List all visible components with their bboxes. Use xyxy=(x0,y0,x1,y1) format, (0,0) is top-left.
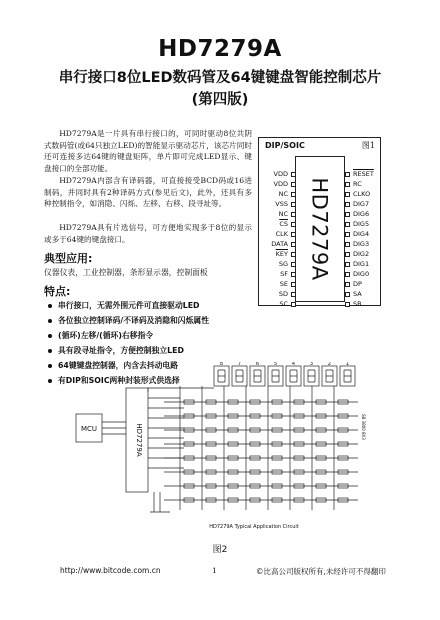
pin-pad xyxy=(345,232,350,237)
document-subtitle: 串行接口8位LED数码管及64键键盘智能控制芯片 xyxy=(58,70,382,86)
pin-label-right: DIG6 xyxy=(353,210,370,218)
figure-1-label: 图1 xyxy=(361,141,375,150)
pin-label-left: DATA xyxy=(271,240,288,248)
application-circuit xyxy=(74,362,370,534)
pin-pad xyxy=(345,212,350,217)
bus-wire xyxy=(102,422,126,434)
digit-label: 8 xyxy=(219,362,224,367)
pin-label-right: CLKO xyxy=(353,190,371,198)
page-number: 1 xyxy=(212,566,217,575)
intro-paragraph-2: HD7279A内部含有译码器，可直接接受BCD码或16进制码，并同时具有2种译码方式(参见后文)，此外，还具有多种控制指令，如消隐、闪烁、左移、右移、段寻址等。 xyxy=(44,176,252,209)
pin-label-right: RESET xyxy=(353,170,374,178)
pin-label-right: DIG3 xyxy=(353,240,370,248)
pin-pad xyxy=(345,222,350,227)
pin-pad xyxy=(291,272,296,277)
pin-label-right: DP xyxy=(353,280,362,288)
pin-pad xyxy=(345,192,350,197)
pin-label-left: VSS xyxy=(275,200,288,208)
footer-copyright: ©比高公司版权所有,未经许可不得翻印 xyxy=(256,567,386,576)
feature-text: 各位独立控制译码/不译码及消隐和闪烁属性 xyxy=(58,316,209,325)
feature-item xyxy=(48,313,209,328)
pin-pad xyxy=(345,202,350,207)
digit-bus-wire xyxy=(148,388,214,392)
feature-text: 64键键盘控制器，内含去抖动电路 xyxy=(58,361,179,370)
pin-label-left: NC xyxy=(278,210,288,218)
pin-pad xyxy=(345,242,350,247)
pin-label-right: DIG4 xyxy=(353,230,370,238)
pin-label-left: SF xyxy=(280,270,288,278)
seven-segment-icon xyxy=(326,370,333,382)
feature-text: 具有段寻址指令，方便控制独立LED xyxy=(58,346,184,355)
pin-label-right: DIG5 xyxy=(353,220,370,228)
display-digits xyxy=(214,366,355,386)
pin-label-left: SE xyxy=(279,280,288,288)
pin-pad xyxy=(291,192,296,197)
pin-pad xyxy=(345,252,350,257)
pin-pad xyxy=(291,292,296,297)
circuit-chip-label: HD7279A xyxy=(135,423,143,457)
pin-label-right: DIG7 xyxy=(353,200,370,208)
pin-pad xyxy=(291,222,296,227)
pin-label-left: SD xyxy=(278,290,288,298)
pin-label-left: $\overline{KEY}$ xyxy=(275,250,288,258)
pin-label-left: VDD xyxy=(273,170,288,178)
bullet-icon xyxy=(48,379,52,383)
digit-label: 2 xyxy=(327,362,332,367)
pinout-figure xyxy=(258,137,381,306)
seven-segment-icon xyxy=(290,370,297,382)
pin-label-left: CLK xyxy=(275,230,288,238)
pin-pad xyxy=(345,302,350,307)
feature-item xyxy=(48,298,209,313)
pin-label-right: SB xyxy=(353,300,362,308)
pin-pad xyxy=(345,272,350,277)
footer-url[interactable]: http://www.bitcode.com.cn xyxy=(60,566,161,575)
pin-pad xyxy=(291,202,296,207)
bullet-icon xyxy=(48,319,52,323)
mcu-label: MCU xyxy=(80,425,98,433)
digit-label: 6 xyxy=(255,362,260,367)
digit-label: 3 xyxy=(309,362,314,367)
pin-label-right: RC xyxy=(353,180,362,188)
applications-heading: 典型应用: xyxy=(44,252,93,265)
chip-name-text: HD7279A xyxy=(308,177,332,281)
bullet-icon xyxy=(48,334,52,338)
pin-pad xyxy=(291,172,296,177)
document-title: HD7279A xyxy=(158,36,282,62)
digit-label: 5 xyxy=(273,362,278,367)
pin-label-left: VDD xyxy=(273,180,288,188)
chip-name xyxy=(295,156,345,302)
seven-segment-icon xyxy=(218,370,225,382)
digit-label: 1 xyxy=(345,362,350,367)
pin-pad xyxy=(291,302,296,307)
seven-segment-icon xyxy=(344,370,351,382)
intro-paragraph-1: HD7279A是一片具有串行接口的，可同时驱动8位共阴式数码管(或64只独立LED)的智能显示驱动芯片，该芯片同时还可连接多达64键的键盘矩阵，单片即可完成LED显示、键盘接口的全部功能。 xyxy=(44,129,252,173)
pin-pad xyxy=(291,252,296,257)
pin-pad xyxy=(345,282,350,287)
pin-label-left: NC xyxy=(278,190,288,198)
ground-wire xyxy=(150,492,170,512)
keyboard-matrix xyxy=(164,386,358,510)
seven-segment-icon xyxy=(236,370,243,382)
seven-segment-icon xyxy=(308,370,315,382)
pin-pad xyxy=(345,262,350,267)
pin-pad xyxy=(291,242,296,247)
circuit-side-note: SB 3800 8X3 xyxy=(361,414,366,440)
circuit-wires xyxy=(102,388,214,512)
circuit-caption: HD7279A Typical Application Circuit xyxy=(209,524,299,530)
bullet-icon xyxy=(48,364,52,368)
signal-wire xyxy=(148,398,184,468)
seven-segment-icon xyxy=(254,370,261,382)
pin-label-left: SG xyxy=(278,260,288,268)
pin-pad xyxy=(345,172,350,177)
feature-text: 串行接口，无需外围元件可直接驱动LED xyxy=(58,301,200,310)
feature-text: (循环)左移/(循环)右移指令 xyxy=(58,331,154,340)
intro-paragraph-3: HD7279A具有片选信号，可方便地实现多于8位的显示或多于64键的键盘接口。 xyxy=(44,223,252,244)
feature-item xyxy=(48,343,209,358)
pin-label-right: DIG1 xyxy=(353,260,370,268)
features-heading: 特点: xyxy=(44,285,71,298)
bullet-icon xyxy=(48,349,52,353)
digit-label: 4 xyxy=(291,362,296,367)
package-label: DIP/SOIC xyxy=(265,141,305,150)
pin-pad xyxy=(291,232,296,237)
pin-pad xyxy=(345,292,350,297)
document-edition: (第四版) xyxy=(191,92,249,108)
pin-label-right: DIG0 xyxy=(353,270,370,278)
pin-label-right: DIG2 xyxy=(353,250,370,258)
figure-2-label: 图2 xyxy=(212,545,228,555)
pin-label-right: SA xyxy=(353,290,362,298)
seven-segment-icon xyxy=(272,370,279,382)
feature-text: 有DIP和SOIC两种封装形式供选择 xyxy=(58,376,180,385)
pin-pad xyxy=(291,182,296,187)
bullet-icon xyxy=(48,304,52,308)
applications-text: 仪器仪表，工业控制器，条形显示器，控制面板 xyxy=(44,268,208,277)
pin-pad xyxy=(291,262,296,267)
pin-pad xyxy=(345,182,350,187)
digit-label: 7 xyxy=(237,362,242,367)
digit-labels xyxy=(220,362,349,367)
pin-label-left: $\overline{CS}$ xyxy=(279,220,288,228)
pin-label-left: SC xyxy=(279,300,288,308)
pin-pad xyxy=(291,212,296,217)
feature-item xyxy=(48,328,209,343)
pin-pad xyxy=(291,282,296,287)
